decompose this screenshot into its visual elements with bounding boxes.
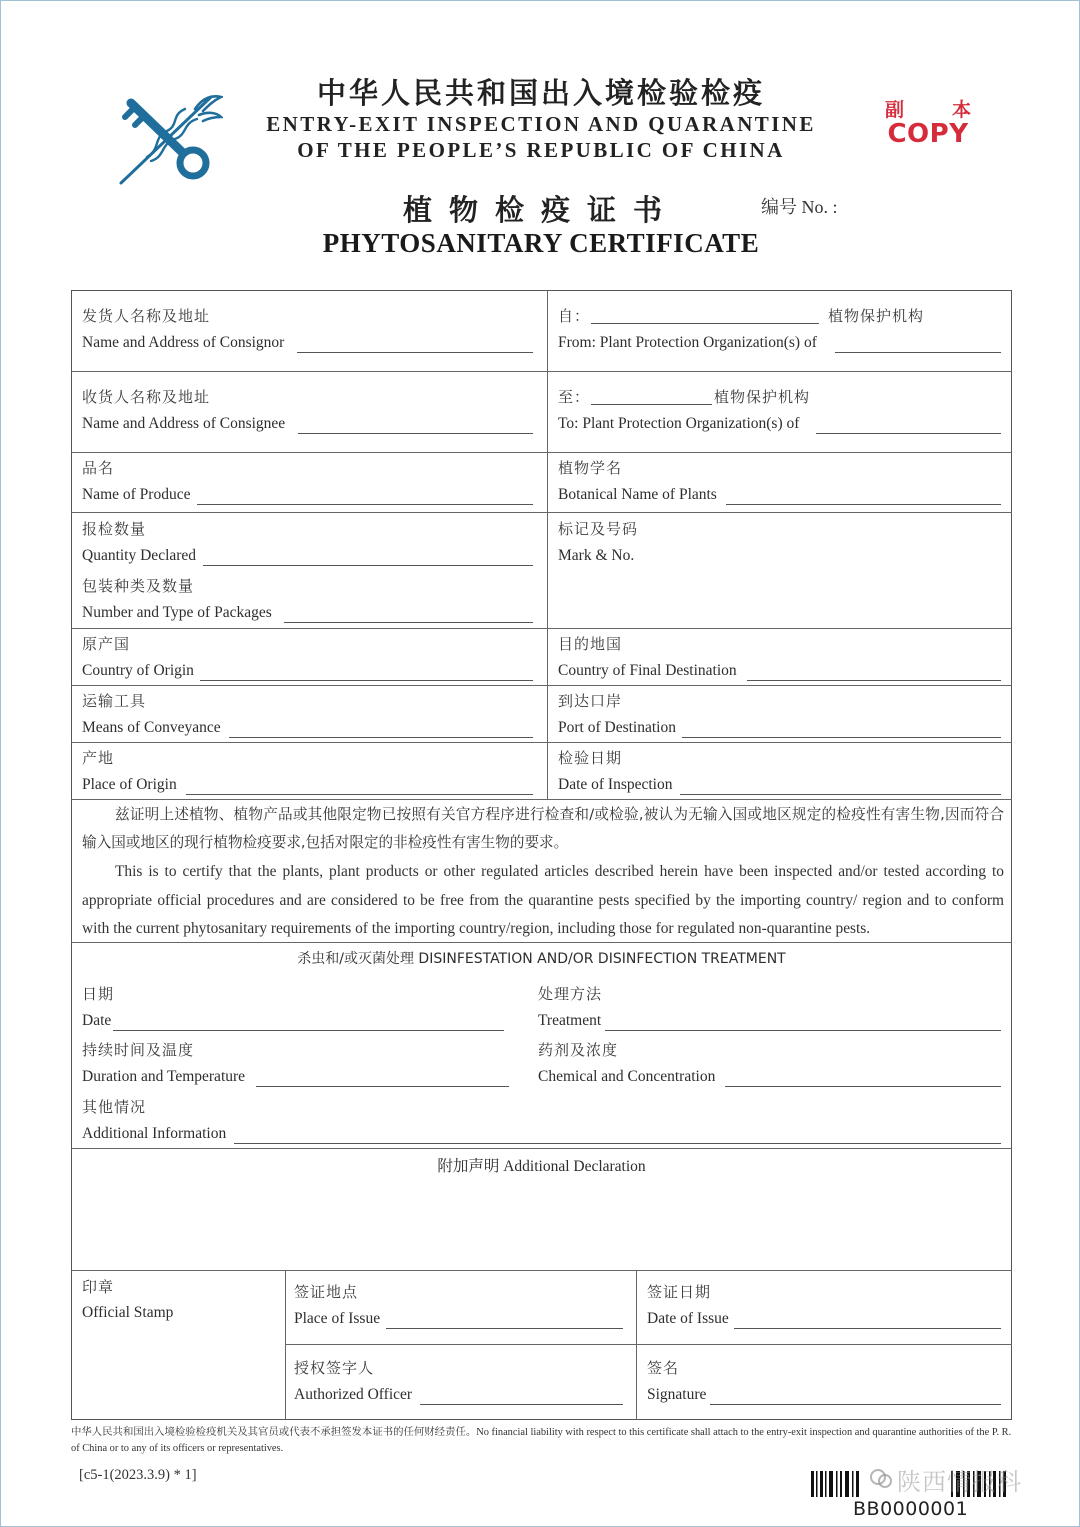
row-divider (71, 371, 1012, 372)
duration-label-en: Duration and Temperature (82, 1068, 246, 1085)
date-issue-label-en: Date of Issue (647, 1310, 729, 1327)
chemical-label-en: Chemical and Concentration (538, 1068, 716, 1085)
place-issue-label-cn: 签证地点 (294, 1283, 359, 1301)
conveyance-label-en: Means of Conveyance (82, 719, 221, 736)
additional-info-label-en: Additional Information (82, 1125, 227, 1142)
port-field[interactable] (682, 737, 1001, 738)
port-label-en: Port of Destination (558, 719, 676, 736)
stamp-label-cn: 印章 (82, 1278, 115, 1296)
consignee-label-en: Name and Address of Consignee (82, 415, 286, 432)
place-issue-label-en: Place of Issue (294, 1310, 381, 1327)
botanical-label-en: Botanical Name of Plants (558, 486, 717, 503)
row-divider (285, 1344, 1012, 1345)
place-issue-field[interactable] (386, 1328, 623, 1329)
wechat-watermark-icon (869, 1467, 893, 1491)
signature-field[interactable] (710, 1404, 1001, 1405)
treatment-date-field[interactable] (113, 1030, 504, 1031)
origin-country-label-cn: 原产国 (82, 635, 131, 653)
consignee-field[interactable] (298, 433, 533, 434)
certificate-title-en: PHYTOSANITARY CERTIFICATE (322, 228, 760, 258)
inspection-date-label-en: Date of Inspection (558, 776, 673, 793)
consignor-field[interactable] (297, 352, 533, 353)
produce-label-en: Name of Produce (82, 486, 191, 503)
additional-declaration-area[interactable] (81, 1181, 1001, 1265)
from-org-label-cn: 植物保护机构 (828, 307, 925, 325)
consignor-label-en: Name and Address of Consignor (82, 334, 285, 351)
packages-field[interactable] (284, 622, 533, 623)
liability-note: 中华人民共和国出入境检验检疫机关及其官员或代表不承担签发本证书的任何财经责任。No financial liability with respect to this certificate shall attach to the entry-exit inspection and quarantine authorities of the P. R. of China or to any of its officers or representatives. (71, 1427, 1012, 1454)
consignee-label-cn: 收货人名称及地址 (82, 388, 211, 406)
signature-label-cn: 签名 (647, 1359, 680, 1377)
treatment-heading: 杀虫和/或灭菌处理 DISINFESTATION AND/OR DISINFECTION TREATMENT (297, 951, 786, 967)
copy-mark-cn-char1: 副 (885, 99, 905, 121)
to-label-cn: 至： (558, 388, 591, 406)
from-label-cn: 自： (558, 307, 591, 325)
chemical-field[interactable] (725, 1086, 1001, 1087)
to-org-field[interactable] (816, 433, 1001, 434)
officer-field[interactable] (420, 1404, 623, 1405)
from-country-field[interactable] (591, 323, 819, 324)
place-origin-field[interactable] (186, 794, 533, 795)
to-label-en: To: Plant Protection Organization(s) of (558, 415, 800, 432)
agency-name-en-line2: OF THE PEOPLE’S REPUBLIC OF CHINA (297, 138, 785, 162)
serial-number-label: 编号 No. : (761, 197, 838, 217)
row-divider (71, 452, 1012, 453)
from-label-en: From: Plant Protection Organization(s) of (558, 334, 817, 351)
origin-country-label-en: Country of Origin (82, 662, 194, 679)
consignor-label-cn: 发货人名称及地址 (82, 307, 211, 325)
column-divider (636, 1270, 637, 1420)
date-issue-field[interactable] (734, 1328, 1001, 1329)
treatment-date-label-cn: 日期 (82, 985, 115, 1003)
additional-info-label-cn: 其他情况 (82, 1098, 147, 1116)
place-origin-label-en: Place of Origin (82, 776, 177, 793)
copy-mark-en: COPY (887, 119, 969, 149)
watermark-text: 陕西情报科 (897, 1468, 1022, 1496)
officer-label-cn: 授权签字人 (294, 1359, 375, 1377)
botanical-label-cn: 植物学名 (558, 459, 623, 477)
stamp-label-en: Official Stamp (82, 1304, 174, 1321)
row-divider (71, 742, 1012, 743)
to-org-label-cn: 植物保护机构 (714, 388, 811, 406)
date-issue-label-cn: 签证日期 (647, 1283, 712, 1301)
row-divider (71, 799, 1012, 800)
column-divider (285, 1270, 286, 1420)
row-divider (71, 1270, 1012, 1271)
additional-info-field[interactable] (234, 1143, 1001, 1144)
treatment-method-label-en: Treatment (538, 1012, 602, 1029)
certificate-title-cn: 植物检疫证书 (402, 193, 679, 227)
inspection-date-label-cn: 检验日期 (558, 749, 623, 767)
conveyance-field[interactable] (229, 737, 533, 738)
inspection-date-field[interactable] (680, 794, 1001, 795)
packages-label-en: Number and Type of Packages (82, 604, 272, 621)
agency-name-en-line1: ENTRY-EXIT INSPECTION AND QUARANTINE (266, 112, 816, 136)
duration-label-cn: 持续时间及温度 (82, 1041, 195, 1059)
from-org-field[interactable] (835, 352, 1001, 353)
signature-label-en: Signature (647, 1386, 707, 1403)
treatment-date-label-en: Date (82, 1012, 112, 1029)
botanical-field[interactable] (726, 504, 1001, 505)
destination-label-en: Country of Final Destination (558, 662, 737, 679)
treatment-method-label-cn: 处理方法 (538, 985, 603, 1003)
mark-label-cn: 标记及号码 (558, 520, 639, 538)
mark-label-en: Mark & No. (558, 547, 635, 564)
row-divider (71, 685, 1012, 686)
quantity-field[interactable] (203, 565, 533, 566)
copy-mark-cn-char2: 本 (951, 99, 971, 121)
chemical-label-cn: 药剂及浓度 (538, 1041, 619, 1059)
destination-field[interactable] (747, 680, 1001, 681)
additional-declaration-heading: 附加声明 Additional Declaration (437, 1158, 646, 1175)
packages-label-cn: 包装种类及数量 (82, 577, 195, 595)
copy-mark-cn (885, 95, 971, 122)
duration-field[interactable] (256, 1086, 509, 1087)
officer-label-en: Authorized Officer (294, 1386, 413, 1403)
row-divider (71, 512, 1012, 513)
customs-emblem-icon (113, 91, 223, 191)
certification-text-en: This is to certify that the plants, plant products or other regulated articles described herein have been inspected and/or tested according to appropriate official procedures and are considered to be free from the quarantine pests specified by the importing country/ region and to conform with the current phytosanitary requirements of the importing country/region, including those for regulated non-quarantine pests. (82, 863, 1004, 937)
agency-name-cn: 中华人民共和国出入境检验检疫 (316, 76, 765, 110)
place-origin-label-cn: 产地 (82, 749, 115, 767)
row-divider (71, 1148, 1012, 1149)
port-label-cn: 到达口岸 (558, 692, 623, 710)
certification-text-cn: 兹证明上述植物、植物产品或其他限定物已按照有关官方程序进行检查和/或检验,被认为无输入国或地区规定的检疫性有害生物,因而符合输入国或地区的现行植物检疫要求,包括对限定的非检疫性有害生物的要求。 (82, 806, 1004, 851)
form-code: [c5-1(2023.3.9) * 1] (79, 1467, 197, 1483)
column-divider (547, 290, 548, 799)
row-divider (71, 628, 1012, 629)
conveyance-label-cn: 运输工具 (82, 692, 147, 710)
produce-field[interactable] (197, 504, 533, 505)
quantity-label-cn: 报检数量 (82, 520, 147, 538)
quantity-label-en: Quantity Declared (82, 547, 197, 564)
barcode-number: BB0000001 (853, 1498, 969, 1520)
origin-country-field[interactable] (200, 680, 533, 681)
produce-label-cn: 品名 (82, 459, 115, 477)
treatment-method-field[interactable] (605, 1030, 1001, 1031)
destination-label-cn: 目的地国 (558, 635, 623, 653)
to-country-field[interactable] (591, 404, 712, 405)
